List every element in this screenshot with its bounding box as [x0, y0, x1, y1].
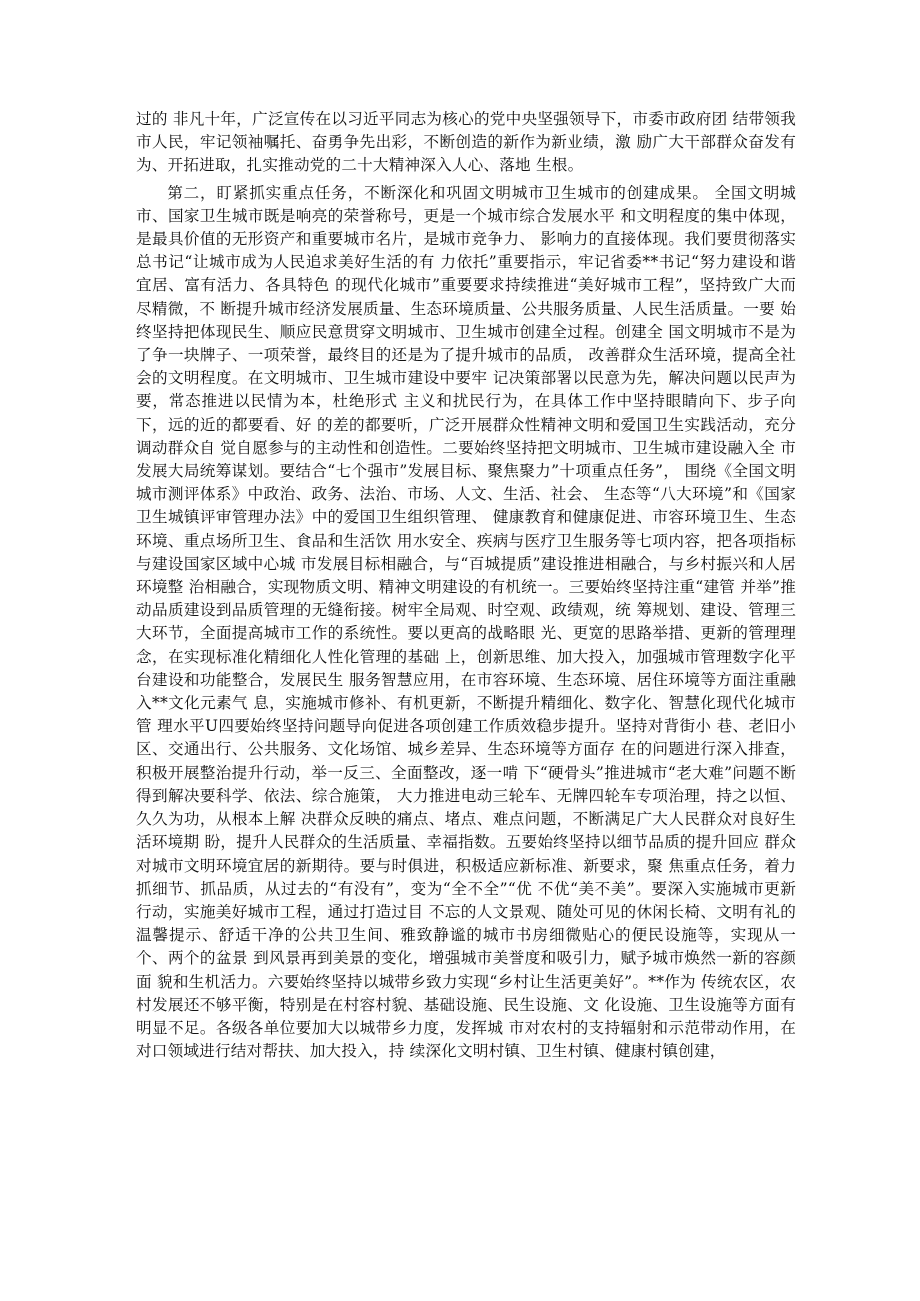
document-page [136, 108, 796, 1063]
paragraph-intro: 过的 非凡十年，广泛宣传在以习近平同志为核心的党中央坚强领导下，市委市政府团 结带领我市人民，牢记领袖嘱托、奋勇争先出彩，不断创造的新作为新业绩，激 励广大干部群众奋发有为、开拓进取，扎实推动党的二十大精神深入人心、落地 生根。 [136, 110, 796, 175]
paragraph-second-point: 第二，盯紧抓实重点任务，不断深化和巩固文明城市卫生城市的创建成果。 全国文明城市、国家卫生城市既是响亮的荣誉称号，更是一个城市综合发展水平 和文明程度的集中体现，是最具价值的无形资产和重要城市名片，是城市竞争力、 影响力的直接体现。我们要贯彻落实总书记“让城市成为人民追求美好生活的有 力依托”重要指示，牢记省委**书记“努力建设和谐宜居、富有活力、各具特色 的现代化城市”重要要求持续推进“美好城市工程”，坚持致广大而尽精微，不 断提升城市经济发展质量、生态环境质量、公共服务质量、人民生活质量。一要 始终坚持把体现民生、顺应民意贯穿文明城市、卫生城市创建全过程。创建全 国文明城市不是为了争一块牌子、一项荣誉，最终目的还是为了提升城市的品质， 改善群众生活环境，提高全社会的文明程度。在文明城市、卫生城市建设中要牢 记决策部署以民意为先，解决问题以民声为要，常态推进以民情为本，杜绝形式 主义和扰民行为，在具体工作中坚持眼睛向下、步子向下，远的近的都要看、好 的差的都要听，广泛开展群众性精神文明和爱国卫生实践活动，充分调动群众自 觉自愿参与的主动性和创造性。二要始终坚持把文明城市、卫生城市建设融入全 市发展大局统筹谋划。要结合“七个强市”发展目标、聚焦聚力”十项重点任务”， 围绕《全国文明城市测评体系》中政治、政务、法治、市场、人文、生活、社会、 生态等“八大环境”和《国家卫生城镇评审管理办法》中的爱国卫生组织管理、 健康教育和健康促进、市容环境卫生、生态环境、重点场所卫生、食品和生活饮 用水安全、疾病与医疗卫生服务等七项内容，把各项指标与建设国家区域中心城 市发展目标相融合，与“百城提质”建设推进相融合，与乡村振兴和人居环境整 治相融合，实现物质文明、精神文明建设的有机统一。三要始终坚持注重“建管 并举”推动品质建设到品质管理的无缝衔接。树牢全局观、时空观、政绩观，统 筹规划、建设、管理三大环节，全面提高城市工作的系统性。要以更高的战略眼 光、更宽的思路举措、更新的管理理念，在实现标准化精细化人性化管理的基础 上，创新思维、加大投入，加强城市管理数字化平台建设和功能整合，发展民生 服务智慧应用，在市容环境、生态环境、居住环境等方面注重融入**文化元素气 息，实施城市修补、有机更新，不断提升精细化、数字化、智慧化现代化城市管 理水平U四要始终坚持问题导向促进各项创建工作质效稳步提升。坚持对背街小 巷、老旧小区、交通出行、公共服务、文化场馆、城乡差异、生态环境等方面存 在的问题进行深入排查，积极开展整治提升行动，举一反三、全面整改，逐一啃 下“硬骨头”推进城市“老大难”问题不断得到解决要科学、依法、综合施策， 大力推进电动三轮车、无牌四轮车专项治理，持之以恒、久久为功，从根本上解 决群众反映的痛点、堵点、难点问题，不断满足广大人民群众对良好生活环境期 盼，提升人民群众的生活质量、幸福指数。五要始终坚持以细节品质的提升回应 群众对城市文明环境宜居的新期待。要与时俱进，积极适应新标准、新要求，聚 焦重点任务，着力抓细节、抓品质，从过去的“有没有”，变为“全不全”“优 不优“美不美”。要深入实施城市更新行动，实施美好城市工程，通过打造过目 不忘的人文景观、随处可见的休闲长椅、文明有礼的温馨提示、舒适干净的公共卫生间、雅致静谧的城市书房细微贴心的便民设施等，实现从一个、两个的盆景 到风景再到美景的变化，增强城市美誉度和吸引力，赋予城市焕然一新的容颜面 貌和生机活力。六要始终坚持以城带乡致力实现“乡村让生活更美好”。**作为 传统农区，农村发展还不够平衡，特别是在村容村貌、基础设施、民生设施、文 化设施、卫生设施等方面有明显不足。各级各单位要加大以城带乡力度，发挥城 市对农村的支持辐射和示范带动作用，在对口领域进行结对帮扶、加大投入，持 续深化文明村镇、卫生村镇、健康村镇创建， [136, 183, 796, 1061]
